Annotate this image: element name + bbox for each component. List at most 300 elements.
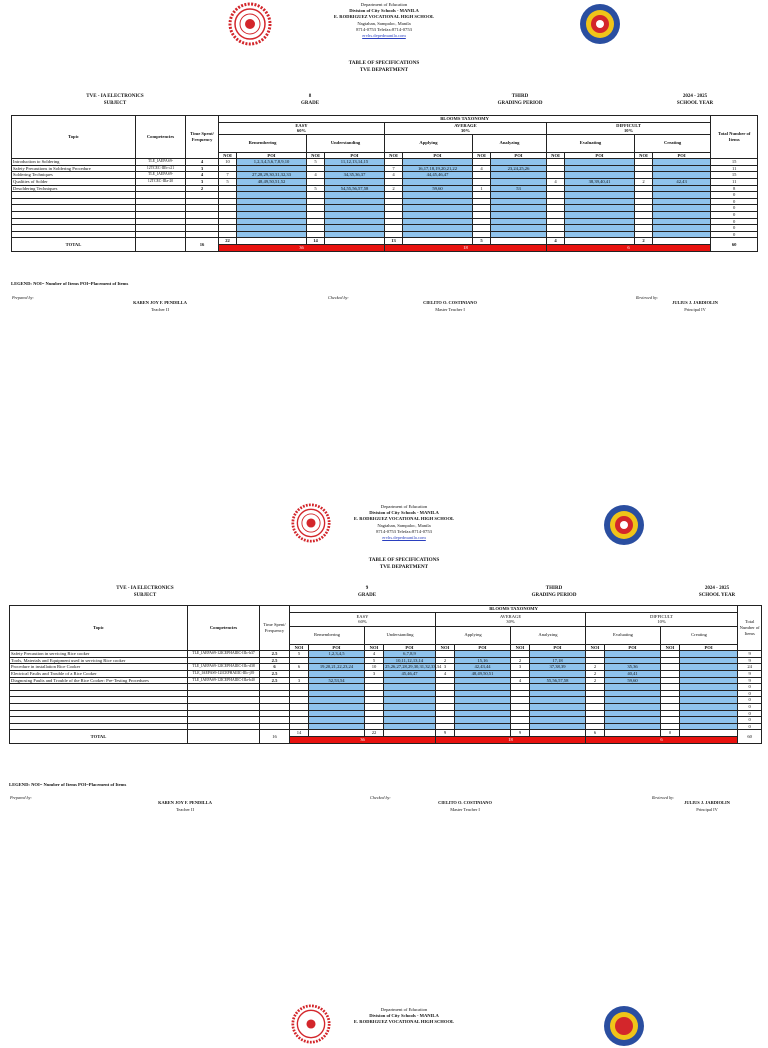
noi-cell bbox=[661, 684, 680, 691]
competency-cell bbox=[136, 185, 186, 192]
total-applying: 9 bbox=[436, 730, 455, 737]
noi-cell bbox=[385, 211, 403, 218]
poi-cell bbox=[384, 717, 436, 724]
row-total-cell: 0 bbox=[738, 684, 762, 691]
noi-cell bbox=[473, 211, 491, 218]
noi-cell bbox=[385, 205, 403, 212]
noi-cell bbox=[436, 717, 455, 724]
noi-cell bbox=[586, 717, 605, 724]
poi-header: POI bbox=[403, 152, 473, 159]
reviewed-position: Principal IV bbox=[696, 806, 718, 812]
poi-cell bbox=[680, 710, 738, 717]
noi-cell bbox=[511, 690, 530, 697]
poi-cell bbox=[653, 159, 711, 166]
noi-cell: 4 bbox=[307, 172, 325, 179]
division-seal-icon bbox=[602, 1004, 646, 1048]
subject-value: TVE - IA ELECTRONICS bbox=[86, 94, 144, 99]
poi-cell bbox=[653, 172, 711, 179]
competency-cell bbox=[136, 198, 186, 205]
poi-cell bbox=[530, 690, 586, 697]
sy-block bbox=[677, 585, 757, 599]
grand-total: 60 bbox=[738, 730, 762, 743]
competency-cell bbox=[136, 218, 186, 225]
poi-cell bbox=[384, 710, 436, 717]
difficult-header: DIFFICULT 10% bbox=[586, 612, 738, 626]
grade-block bbox=[327, 585, 407, 599]
blooms-header: BLOOMS TAXONOMY bbox=[290, 606, 738, 613]
noi-cell bbox=[511, 717, 530, 724]
poi-cell: 54,55,56,57,58 bbox=[325, 185, 385, 192]
subject-label: SUBJECT bbox=[103, 101, 127, 106]
difficult-header: DIFFICULT 10% bbox=[547, 122, 711, 134]
row-total-cell: 11 bbox=[711, 165, 758, 172]
period-label: GRADING PERIOD bbox=[531, 593, 577, 598]
poi-cell bbox=[680, 723, 738, 730]
noi-cell bbox=[586, 651, 605, 658]
table-row bbox=[10, 690, 762, 697]
poi-cell bbox=[455, 651, 511, 658]
total-evaluating: 6 bbox=[586, 730, 605, 737]
poi-cell bbox=[680, 703, 738, 710]
table-row bbox=[10, 651, 762, 658]
header-address: Nagtahan, Sampaloc, Manila bbox=[377, 522, 431, 528]
subject-value: TVE - IA ELECTRONICS bbox=[116, 586, 174, 591]
topic-cell: Electrical Faults and Trouble of a Rice Cooker bbox=[10, 670, 188, 677]
poi-header: POI bbox=[455, 644, 511, 651]
poi-cell bbox=[605, 684, 661, 691]
noi-cell bbox=[307, 218, 325, 225]
topic-cell bbox=[12, 198, 136, 205]
poi-cell bbox=[384, 690, 436, 697]
sy-value: 2024 - 2025 bbox=[682, 94, 708, 99]
sy-label: SCHOOL YEAR bbox=[698, 593, 736, 598]
noi-cell bbox=[547, 185, 565, 192]
time-cell: 4 bbox=[186, 172, 219, 179]
poi-cell bbox=[237, 198, 307, 205]
noi-header: NOI bbox=[473, 152, 491, 159]
poi-cell bbox=[565, 198, 635, 205]
topic-cell: Introduction to Soldering bbox=[12, 159, 136, 166]
noi-header: NOI bbox=[219, 152, 237, 159]
poi-cell bbox=[680, 670, 738, 677]
time-header: Time Spent/ Frequency bbox=[186, 116, 219, 159]
poi-cell bbox=[530, 710, 586, 717]
header-website-link[interactable]: ervhs.depedmanila.com bbox=[382, 534, 426, 540]
poi-cell bbox=[653, 185, 711, 192]
noi-cell bbox=[511, 703, 530, 710]
poi-cell bbox=[403, 178, 473, 185]
poi-cell bbox=[530, 697, 586, 704]
poi-cell bbox=[491, 225, 547, 232]
time-cell bbox=[186, 198, 219, 205]
noi-cell bbox=[547, 192, 565, 199]
poi-cell bbox=[384, 697, 436, 704]
tos-title-block bbox=[300, 60, 468, 75]
poi-cell bbox=[325, 218, 385, 225]
poi-cell bbox=[325, 178, 385, 185]
poi-cell bbox=[680, 651, 738, 658]
noi-cell: 7 bbox=[385, 165, 403, 172]
header-dept: Department of Education bbox=[360, 2, 408, 7]
table-row bbox=[10, 703, 762, 710]
competency-cell bbox=[136, 211, 186, 218]
row-total-cell: 9 bbox=[738, 670, 762, 677]
poi-cell bbox=[237, 225, 307, 232]
competencies-header: Competencies bbox=[188, 606, 260, 651]
poi-cell: 44,45,46,47 bbox=[403, 172, 473, 179]
row-total-cell: 24 bbox=[738, 664, 762, 671]
table-row bbox=[12, 178, 758, 185]
noi-cell bbox=[547, 159, 565, 166]
total-understanding: 22 bbox=[365, 730, 384, 737]
noi-cell bbox=[661, 697, 680, 704]
noi-cell bbox=[661, 690, 680, 697]
table-row bbox=[12, 205, 758, 212]
sum-easy: 36 bbox=[290, 736, 436, 743]
checked-label: Checked by: bbox=[328, 295, 349, 300]
noi-cell bbox=[436, 710, 455, 717]
row-total-cell: 9 bbox=[738, 677, 762, 684]
poi-cell bbox=[653, 231, 711, 238]
checked-position: Master Teacher I bbox=[435, 306, 465, 312]
poi-cell bbox=[565, 225, 635, 232]
legend: LEGEND: NOI= Number of Items POI=Placement of Items bbox=[11, 281, 129, 286]
grade-value: 9 bbox=[365, 586, 369, 591]
noi-cell: 2 bbox=[385, 185, 403, 192]
prepared-by bbox=[10, 795, 245, 813]
poi-cell bbox=[565, 205, 635, 212]
prepared-name: KAREN JOY F. PENDILLA bbox=[158, 800, 212, 805]
row-total-cell: 0 bbox=[738, 690, 762, 697]
poi-cell: 40,41 bbox=[605, 670, 661, 677]
noi-cell: 4 bbox=[436, 670, 455, 677]
noi-cell bbox=[473, 198, 491, 205]
noi-cell bbox=[385, 218, 403, 225]
poi-header: POI bbox=[565, 152, 635, 159]
noi-cell bbox=[290, 703, 309, 710]
poi-cell bbox=[309, 710, 365, 717]
noi-cell bbox=[290, 690, 309, 697]
school-header bbox=[320, 1007, 488, 1026]
noi-cell: 3 bbox=[436, 664, 455, 671]
noi-cell bbox=[473, 172, 491, 179]
division-seal-icon bbox=[602, 503, 646, 547]
sum-difficult: 6 bbox=[586, 736, 738, 743]
row-total-cell: 9 bbox=[738, 657, 762, 664]
noi-cell: 5 bbox=[365, 657, 384, 664]
noi-cell bbox=[473, 159, 491, 166]
poi-cell: 16,17,18,19,20,21,22 bbox=[403, 165, 473, 172]
poi-cell bbox=[565, 159, 635, 166]
checked-name: CIELITO O. COSTINIANO bbox=[438, 800, 492, 805]
noi-cell bbox=[385, 159, 403, 166]
time-cell bbox=[260, 717, 290, 724]
noi-cell bbox=[307, 192, 325, 199]
time-cell bbox=[186, 231, 219, 238]
competency-cell bbox=[188, 684, 260, 691]
period-value: THIRD bbox=[545, 586, 563, 591]
competency-cell: 12TCEC-IIIa-20 bbox=[136, 178, 186, 185]
poi-cell bbox=[237, 211, 307, 218]
noi-cell: 5 bbox=[219, 178, 237, 185]
poi-cell bbox=[530, 703, 586, 710]
noi-cell bbox=[290, 657, 309, 664]
poi-cell bbox=[653, 192, 711, 199]
poi-cell bbox=[309, 670, 365, 677]
row-total-cell: 9 bbox=[738, 651, 762, 658]
topic-cell bbox=[10, 717, 188, 724]
row-total-cell: 11 bbox=[711, 178, 758, 185]
prepared-by bbox=[12, 295, 220, 313]
competency-cell bbox=[188, 697, 260, 704]
noi-cell bbox=[635, 218, 653, 225]
noi-cell bbox=[511, 723, 530, 730]
poi-cell bbox=[237, 192, 307, 199]
understanding-header: Understanding bbox=[365, 626, 436, 644]
poi-cell bbox=[325, 211, 385, 218]
noi-cell bbox=[290, 723, 309, 730]
prepared-name: KAREN JOY F. PENDILLA bbox=[133, 300, 187, 305]
poi-cell: 38,39,40,41 bbox=[565, 178, 635, 185]
poi-cell bbox=[565, 192, 635, 199]
analyzing-header: Analyzing bbox=[473, 134, 547, 152]
noi-cell bbox=[661, 723, 680, 730]
grade-value: 8 bbox=[308, 94, 312, 99]
poi-cell bbox=[455, 717, 511, 724]
poi-cell bbox=[491, 205, 547, 212]
competency-cell bbox=[188, 717, 260, 724]
row-total-cell: 0 bbox=[738, 717, 762, 724]
table-row bbox=[12, 225, 758, 232]
noi-cell bbox=[586, 697, 605, 704]
header-division: Division of City Schools - MANILA bbox=[369, 510, 439, 516]
poi-cell bbox=[325, 205, 385, 212]
header-website-link[interactable]: ervhs.depedmanila.com bbox=[362, 32, 406, 38]
poi-cell: 55,56,57,58 bbox=[530, 677, 586, 684]
tos-dept: TVE DEPARTMENT bbox=[379, 564, 429, 571]
noi-cell bbox=[385, 192, 403, 199]
row-total-cell: 0 bbox=[711, 205, 758, 212]
noi-cell bbox=[661, 677, 680, 684]
checked-label: Checked by: bbox=[370, 795, 391, 800]
noi-cell bbox=[547, 225, 565, 232]
poi-cell bbox=[491, 192, 547, 199]
competency-cell: TLE_IAEPAS9- bbox=[136, 172, 186, 179]
poi-cell bbox=[384, 684, 436, 691]
poi-cell bbox=[403, 198, 473, 205]
topic-cell bbox=[10, 710, 188, 717]
total-remembering: 22 bbox=[219, 238, 237, 245]
easy-header: EASY 60% bbox=[219, 122, 385, 134]
table-row bbox=[12, 192, 758, 199]
noi-cell bbox=[511, 651, 530, 658]
row-total-cell: 15 bbox=[711, 172, 758, 179]
total-analyzing: 9 bbox=[511, 730, 530, 737]
poi-header: POI bbox=[605, 644, 661, 651]
poi-cell: 25,26,27,28,29,30,31,32,33,34 bbox=[385, 664, 442, 670]
competency-cell: TLE_IAEPAS9- bbox=[136, 159, 186, 166]
poi-cell bbox=[455, 697, 511, 704]
poi-cell bbox=[455, 703, 511, 710]
topic-cell: Procedure in installation Rice Cooker bbox=[10, 664, 188, 671]
poi-cell: 42,43,44 bbox=[455, 664, 511, 671]
noi-cell: 7 bbox=[219, 172, 237, 179]
noi-cell bbox=[586, 657, 605, 664]
topic-header: Topic bbox=[10, 606, 188, 651]
topic-cell: Desoldering Techniques bbox=[12, 185, 136, 192]
poi-cell: 59,60 bbox=[605, 677, 661, 684]
poi-cell bbox=[491, 172, 547, 179]
poi-cell: 1,2,3,4,5 bbox=[309, 651, 365, 658]
time-cell bbox=[186, 211, 219, 218]
noi-cell: 1 bbox=[473, 185, 491, 192]
noi-cell bbox=[219, 165, 237, 172]
noi-header: NOI bbox=[365, 644, 384, 651]
poi-cell bbox=[403, 159, 473, 166]
header-dept: Department of Education bbox=[380, 504, 428, 509]
noi-cell: 2 bbox=[436, 657, 455, 664]
poi-cell: 6,7,8,9 bbox=[384, 651, 436, 658]
period-value: THIRD bbox=[511, 94, 529, 99]
noi-cell: 2 bbox=[511, 657, 530, 664]
legend: LEGEND: NOI= Number of Items POI=Placement of Items bbox=[9, 782, 127, 787]
noi-cell bbox=[661, 717, 680, 724]
poi-cell bbox=[530, 670, 586, 677]
poi-cell bbox=[309, 684, 365, 691]
noi-cell bbox=[511, 684, 530, 691]
header-phone: 8714-0753 Telefax:8714-0753 bbox=[376, 528, 432, 534]
noi-cell bbox=[436, 684, 455, 691]
noi-cell bbox=[307, 231, 325, 238]
noi-cell bbox=[547, 172, 565, 179]
noi-cell bbox=[307, 178, 325, 185]
poi-cell bbox=[237, 218, 307, 225]
poi-cell: 52,53,54 bbox=[309, 677, 365, 684]
table-row bbox=[12, 211, 758, 218]
topic-cell bbox=[10, 697, 188, 704]
competency-cell bbox=[136, 231, 186, 238]
poi-cell bbox=[680, 677, 738, 684]
noi-cell: 3 bbox=[365, 670, 384, 677]
noi-cell bbox=[365, 710, 384, 717]
noi-cell: 4 bbox=[365, 651, 384, 658]
noi-cell bbox=[661, 703, 680, 710]
noi-cell: 4 bbox=[473, 165, 491, 172]
topic-cell bbox=[12, 211, 136, 218]
row-total-cell: 8 bbox=[711, 185, 758, 192]
poi-cell: 1,2,3,4,5,6,7,8,9,10 bbox=[237, 159, 307, 166]
table-row bbox=[12, 231, 758, 238]
topic-cell bbox=[10, 723, 188, 730]
division-seal-icon bbox=[578, 2, 622, 46]
noi-cell bbox=[307, 225, 325, 232]
poi-cell: 35,36 bbox=[605, 664, 661, 671]
noi-header: NOI bbox=[586, 644, 605, 651]
topic-cell: Diagnosing Faults and Trouble of the Rice Cooker: Pre-Testing Procedures bbox=[10, 677, 188, 684]
poi-cell bbox=[653, 211, 711, 218]
noi-cell: 6 bbox=[290, 664, 309, 671]
noi-cell bbox=[511, 697, 530, 704]
noi-cell: 2 bbox=[635, 178, 653, 185]
noi-cell bbox=[547, 211, 565, 218]
noi-cell bbox=[365, 677, 384, 684]
deped-seal-icon bbox=[228, 2, 272, 46]
noi-cell bbox=[290, 710, 309, 717]
noi-cell bbox=[307, 165, 325, 172]
poi-cell bbox=[680, 690, 738, 697]
sum-average: 18 bbox=[385, 244, 547, 251]
noi-cell bbox=[473, 192, 491, 199]
competencies-header: Competencies bbox=[136, 116, 186, 159]
noi-cell bbox=[385, 225, 403, 232]
table-row bbox=[12, 165, 758, 172]
poi-cell bbox=[455, 710, 511, 717]
table-row bbox=[12, 159, 758, 166]
tos-title: TABLE OF SPECIFICATIONS bbox=[368, 557, 440, 563]
noi-cell: 10 bbox=[365, 664, 384, 671]
poi-cell bbox=[605, 657, 661, 664]
poi-cell bbox=[455, 677, 511, 684]
noi-cell: 3 bbox=[290, 677, 309, 684]
time-cell bbox=[186, 225, 219, 232]
total-items-header: Total Number of Items bbox=[711, 116, 758, 159]
noi-cell bbox=[473, 225, 491, 232]
poi-cell: 42,43 bbox=[653, 178, 711, 185]
checked-name: CIELITO O. COSTINIANO bbox=[423, 300, 477, 305]
poi-cell: 15,16 bbox=[455, 657, 511, 664]
noi-cell bbox=[365, 684, 384, 691]
poi-cell bbox=[309, 703, 365, 710]
poi-cell bbox=[605, 717, 661, 724]
noi-cell bbox=[635, 198, 653, 205]
analyzing-header: Analyzing bbox=[511, 626, 586, 644]
header-division: Division of City Schools - MANILA bbox=[349, 8, 419, 14]
noi-cell bbox=[219, 205, 237, 212]
noi-cell bbox=[219, 192, 237, 199]
poi-cell bbox=[491, 218, 547, 225]
time-cell: 3 bbox=[186, 178, 219, 185]
period-block bbox=[480, 93, 560, 107]
noi-header: NOI bbox=[635, 152, 653, 159]
poi-cell: 19,20,21,22,23,24 bbox=[309, 664, 365, 671]
total-analyzing: 5 bbox=[473, 238, 491, 245]
topic-cell bbox=[10, 690, 188, 697]
noi-header: NOI bbox=[547, 152, 565, 159]
poi-cell bbox=[237, 165, 307, 172]
noi-cell bbox=[307, 198, 325, 205]
poi-cell bbox=[325, 165, 385, 172]
average-header: AVERAGE 30% bbox=[385, 122, 547, 134]
poi-cell bbox=[455, 684, 511, 691]
noi-cell bbox=[290, 684, 309, 691]
poi-cell bbox=[491, 178, 547, 185]
sy-label: SCHOOL YEAR bbox=[676, 101, 714, 106]
competency-cell: TLE_IAEPAS9-12ICEPHAIIIC-IIIa-b40 bbox=[188, 677, 260, 684]
row-total-cell: 15 bbox=[711, 159, 758, 166]
noi-cell bbox=[586, 684, 605, 691]
noi-cell bbox=[219, 231, 237, 238]
noi-cell bbox=[365, 697, 384, 704]
period-label: GRADING PERIOD bbox=[497, 101, 543, 106]
noi-cell bbox=[307, 205, 325, 212]
row-total-cell: 0 bbox=[711, 218, 758, 225]
tos-table bbox=[11, 115, 758, 252]
evaluating-header: Evaluating bbox=[547, 134, 635, 152]
reviewed-label: Reviewed by: bbox=[636, 295, 659, 300]
poi-cell bbox=[530, 717, 586, 724]
poi-header: POI bbox=[653, 152, 711, 159]
poi-cell bbox=[565, 211, 635, 218]
